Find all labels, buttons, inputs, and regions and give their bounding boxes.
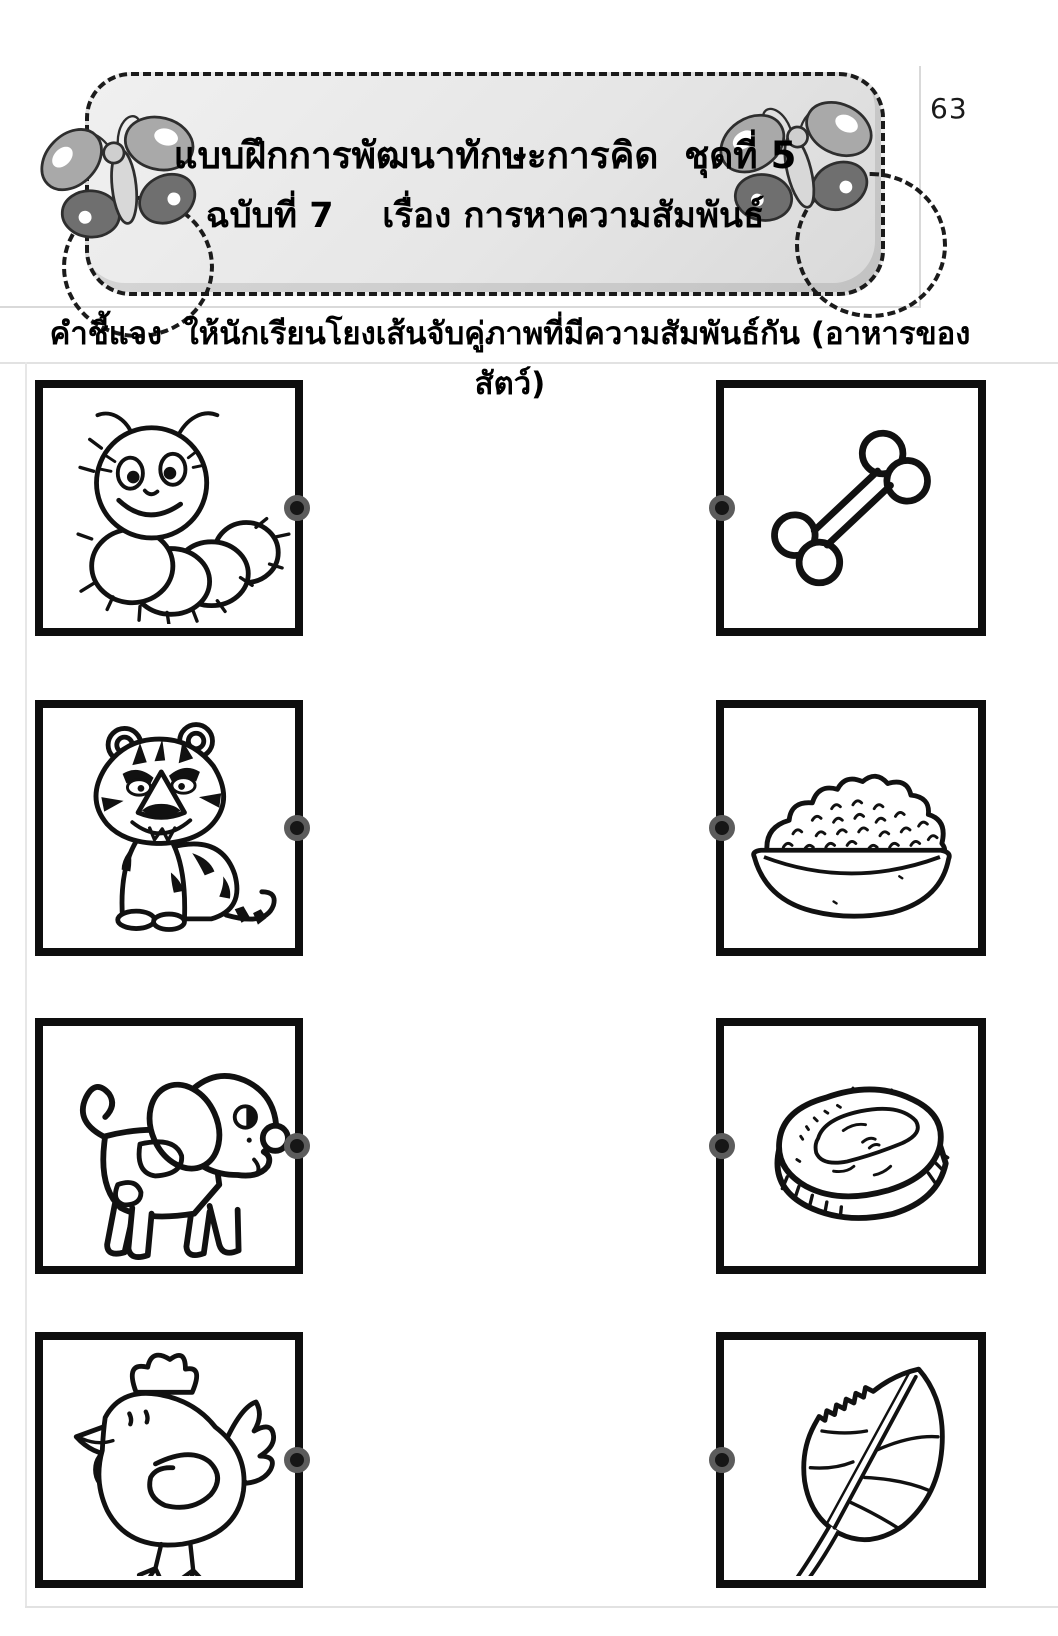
match-box-rice-bowl[interactable] xyxy=(716,700,986,956)
match-box-puppy[interactable] xyxy=(35,1018,303,1274)
banner-title-line2: ฉบับที่ 7 เรื่อง การหาความสัมพันธ์ xyxy=(205,196,765,236)
table-border-line xyxy=(25,362,27,1608)
match-box-bone[interactable] xyxy=(716,380,986,636)
rice-bowl-image xyxy=(728,712,974,944)
connector-dot[interactable] xyxy=(284,495,310,521)
connector-dot[interactable] xyxy=(709,495,735,521)
table-border-line xyxy=(25,1606,1058,1608)
match-box-meat[interactable] xyxy=(716,1018,986,1274)
caterpillar-image xyxy=(47,392,291,624)
match-box-tiger[interactable] xyxy=(35,700,303,956)
connector-dot[interactable] xyxy=(284,1133,310,1159)
match-box-leaf[interactable] xyxy=(716,1332,986,1588)
match-box-caterpillar[interactable] xyxy=(35,380,303,636)
connector-dot[interactable] xyxy=(709,815,735,841)
connector-dot[interactable] xyxy=(709,1447,735,1473)
match-box-hen[interactable] xyxy=(35,1332,303,1588)
hen-image xyxy=(47,1344,291,1576)
bitten-leaf-image xyxy=(728,1344,974,1576)
tiger-image xyxy=(47,712,291,944)
bone-image xyxy=(728,392,974,624)
banner-title-line1: แบบฝึกการพัฒนาทักษะการคิด ชุดที่ 5 xyxy=(173,134,797,177)
puppy-image xyxy=(47,1030,291,1262)
connector-dot[interactable] xyxy=(284,1447,310,1473)
connector-dot[interactable] xyxy=(709,1133,735,1159)
page-number: 63 xyxy=(930,92,968,125)
meat-steak-image xyxy=(728,1030,974,1262)
instruction-text: คำชี้แจง ให้นักเรียนโยงเส้นจับคู่ภาพที่มีความสัมพันธ์กัน (อาหารของสัตว์) xyxy=(49,316,971,402)
connector-dot[interactable] xyxy=(284,815,310,841)
